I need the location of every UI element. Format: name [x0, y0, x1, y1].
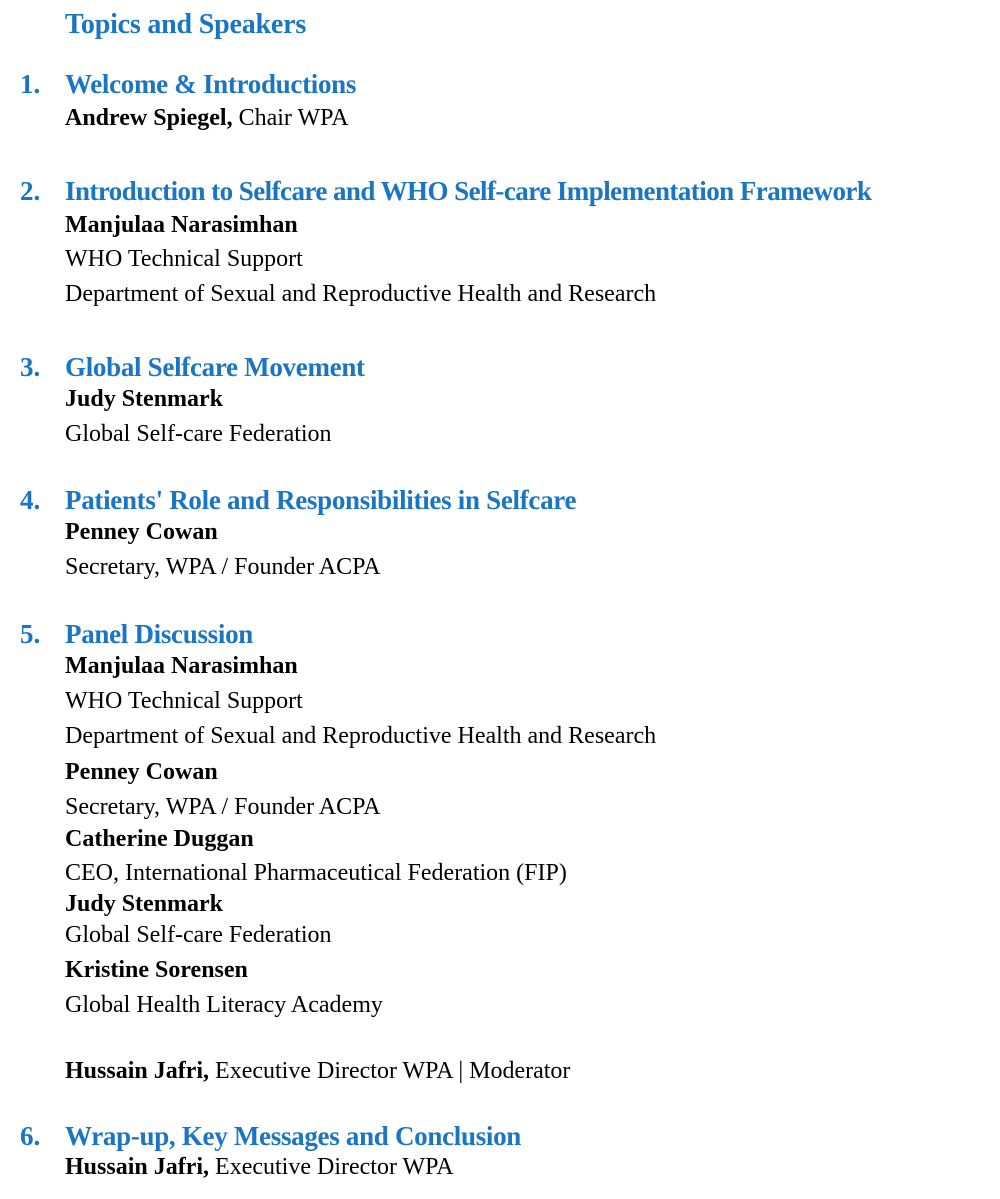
- speaker-name: Penney Cowan: [65, 759, 218, 785]
- speaker-affiliation: Department of Sexual and Reproductive Health and Research: [65, 281, 657, 307]
- speaker-line: [65, 1154, 454, 1181]
- item-number: 2.: [20, 176, 41, 206]
- speaker-affiliation: Global Self-care Federation: [65, 421, 332, 447]
- item-number: 1.: [20, 69, 41, 99]
- speaker-name: Hussain Jafri,: [65, 1154, 210, 1180]
- speaker-name: Catherine Duggan: [65, 826, 254, 852]
- speaker-name: Judy Stenmark: [65, 891, 224, 917]
- speaker-role: Executive Director WPA: [209, 1154, 454, 1180]
- speaker-name: Kristine Sorensen: [65, 957, 248, 983]
- item-title: Patients' Role and Responsibilities in Selfcare: [65, 485, 577, 515]
- speaker-name: Andrew Spiegel,: [65, 105, 233, 131]
- speaker-name: Manjulaa Narasimhan: [65, 653, 298, 679]
- item-number: 4.: [20, 485, 41, 515]
- item-title: Introduction to Selfcare and WHO Self-care Implementation Framework: [65, 176, 872, 206]
- item-number: 6.: [20, 1121, 41, 1151]
- speaker-name: Judy Stenmark: [65, 386, 224, 412]
- speaker-role: Executive Director WPA | Moderator: [209, 1058, 571, 1084]
- item-number: 3.: [20, 352, 41, 382]
- item-title: Panel Discussion: [65, 619, 253, 649]
- item-number: 5.: [20, 619, 41, 649]
- speaker-name: Penney Cowan: [65, 519, 218, 545]
- moderator-line: [65, 1058, 570, 1085]
- item-title: Global Selfcare Movement: [65, 352, 365, 382]
- speaker-affiliation: Department of Sexual and Reproductive Health and Research: [65, 723, 657, 749]
- item-title: Wrap-up, Key Messages and Conclusion: [65, 1121, 522, 1151]
- item-title: Welcome & Introductions: [65, 69, 357, 99]
- speaker-affiliation: CEO, International Pharmaceutical Federation (FIP): [65, 860, 567, 886]
- speaker-name: Hussain Jafri,: [65, 1058, 210, 1084]
- speaker-role: Chair WPA: [232, 105, 349, 131]
- speaker-affiliation: WHO Technical Support: [65, 246, 303, 272]
- page-title: Topics and Speakers: [65, 9, 307, 40]
- speaker-line: [65, 105, 349, 132]
- speaker-affiliation: Global Health Literacy Academy: [65, 992, 383, 1018]
- speaker-affiliation: Secretary, WPA / Founder ACPA: [65, 794, 381, 820]
- speaker-affiliation: Global Self-care Federation: [65, 922, 332, 948]
- speaker-name: Manjulaa Narasimhan: [65, 212, 298, 238]
- speaker-affiliation: Secretary, WPA / Founder ACPA: [65, 554, 381, 580]
- speaker-affiliation: WHO Technical Support: [65, 688, 303, 714]
